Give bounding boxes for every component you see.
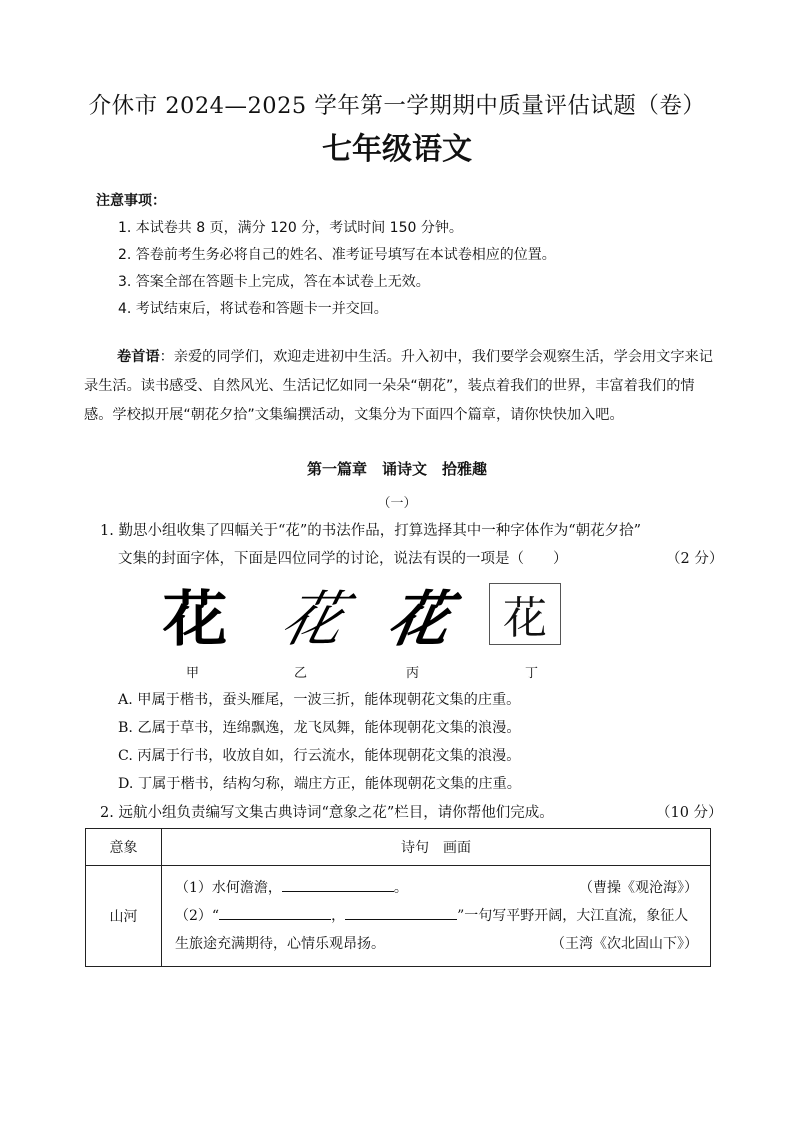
label-bing: 丙 xyxy=(406,666,420,681)
table-header-verse: 诗句 画面 xyxy=(162,829,711,866)
question-1-line-2: 文集的封面字体，下面是四位同学的讨论，说法有误的一项是（ ） xyxy=(118,551,568,567)
question-2-score: （10 分） xyxy=(656,805,723,821)
verse-line-2 xyxy=(175,902,710,930)
verse-2-source: （王湾《次北固山下》） xyxy=(551,936,698,952)
calligraphy-bing: 花 xyxy=(382,585,456,655)
notice-item: 2. 答卷前考生务必将自己的姓名、准考证号填写在本试卷相应的位置。 xyxy=(118,247,556,263)
label-jia: 甲 xyxy=(186,666,200,681)
notice-heading: 注意事项： xyxy=(96,193,166,209)
option-c: C. 丙属于行书，收放自如，行云流水，能体现朝花文集的浪漫。 xyxy=(118,748,521,764)
option-d: D. 丁属于楷书，结构匀称，端庄方正，能体现朝花文集的庄重。 xyxy=(118,776,521,792)
preface xyxy=(84,343,714,430)
table-header-imagery: 意象 xyxy=(86,829,162,866)
verse-2-text: ”一句写平野开阔，大江直流，象征人 xyxy=(457,908,689,924)
label-yi: 乙 xyxy=(294,666,308,681)
verse-1-source: （曹操《观沧海》） xyxy=(579,880,698,896)
table-header-row xyxy=(86,829,711,866)
answer-blank-2[interactable] xyxy=(219,903,331,920)
notice-item: 3. 答案全部在答题卡上完成，答在本试卷上无效。 xyxy=(118,274,430,290)
verse-1-suffix: 。 xyxy=(393,880,408,896)
question-1-line-1: 1. 勤思小组收集了四幅关于“花”的书法作品，打算选择其中一种字体作为“朝花夕拾” xyxy=(100,523,642,539)
verse-2-sep: ， xyxy=(331,908,346,924)
preface-text: ：亲爱的同学们，欢迎走进初中生活。升入初中，我们要学会观察生活，学会用文字来记录生活。读书感受、自然风光、生活记忆如同一朵朵“朝花”，装点着我们的世界，丰富着我们的情感。学校拟开展“朝花夕拾”文集编撰活动，文集分为下面四个篇章，请你快快加入吧。 xyxy=(84,349,713,423)
question-2-text: 2. 远航小组负责编写文集古典诗词“意象之花”栏目，请你帮他们完成。 xyxy=(100,805,554,821)
verse-1-prefix: （1）水何澹澹， xyxy=(175,880,282,896)
answer-blank-3[interactable] xyxy=(345,903,457,920)
verse-2-prefix: （2）“ xyxy=(175,908,220,924)
verse-line-3 xyxy=(175,930,710,958)
exam-title: 介休市 2024—2025 学年第一学期期中质量评估试题（卷） xyxy=(88,93,706,119)
option-a: A. 甲属于楷书，蚕头雁尾，一波三折，能体现朝花文集的庄重。 xyxy=(118,692,521,708)
exam-subject: 七年级语文 xyxy=(322,132,472,167)
table-row-label: 山河 xyxy=(86,866,162,967)
answer-blank-1[interactable] xyxy=(282,875,394,892)
table-row-content xyxy=(162,866,711,967)
notice-item: 4. 考试结束后，将试卷和答题卡一并交回。 xyxy=(118,301,388,317)
calligraphy-yi: 花 xyxy=(274,585,352,655)
chapter-title: 第一篇章 诵诗文 拾雅趣 xyxy=(306,460,487,478)
preface-label: 卷首语 xyxy=(117,349,160,365)
calligraphy-ding: 花 xyxy=(503,593,547,644)
question-1-score: （2 分） xyxy=(666,551,724,567)
section-number: （一） xyxy=(377,496,417,511)
label-ding: 丁 xyxy=(525,666,539,681)
imagery-table xyxy=(85,828,711,967)
verse-line-1 xyxy=(175,874,710,902)
notice-item: 1. 本试卷共 8 页，满分 120 分，考试时间 150 分钟。 xyxy=(118,220,463,236)
verse-3-text: 生旅途充满期待，心情乐观昂扬。 xyxy=(175,936,385,952)
table-row xyxy=(86,866,711,967)
calligraphy-ding-frame xyxy=(489,583,561,645)
option-b: B. 乙属于草书，连绵飘逸，龙飞凤舞，能体现朝花文集的浪漫。 xyxy=(118,720,521,736)
calligraphy-jia: 花 xyxy=(162,585,228,655)
